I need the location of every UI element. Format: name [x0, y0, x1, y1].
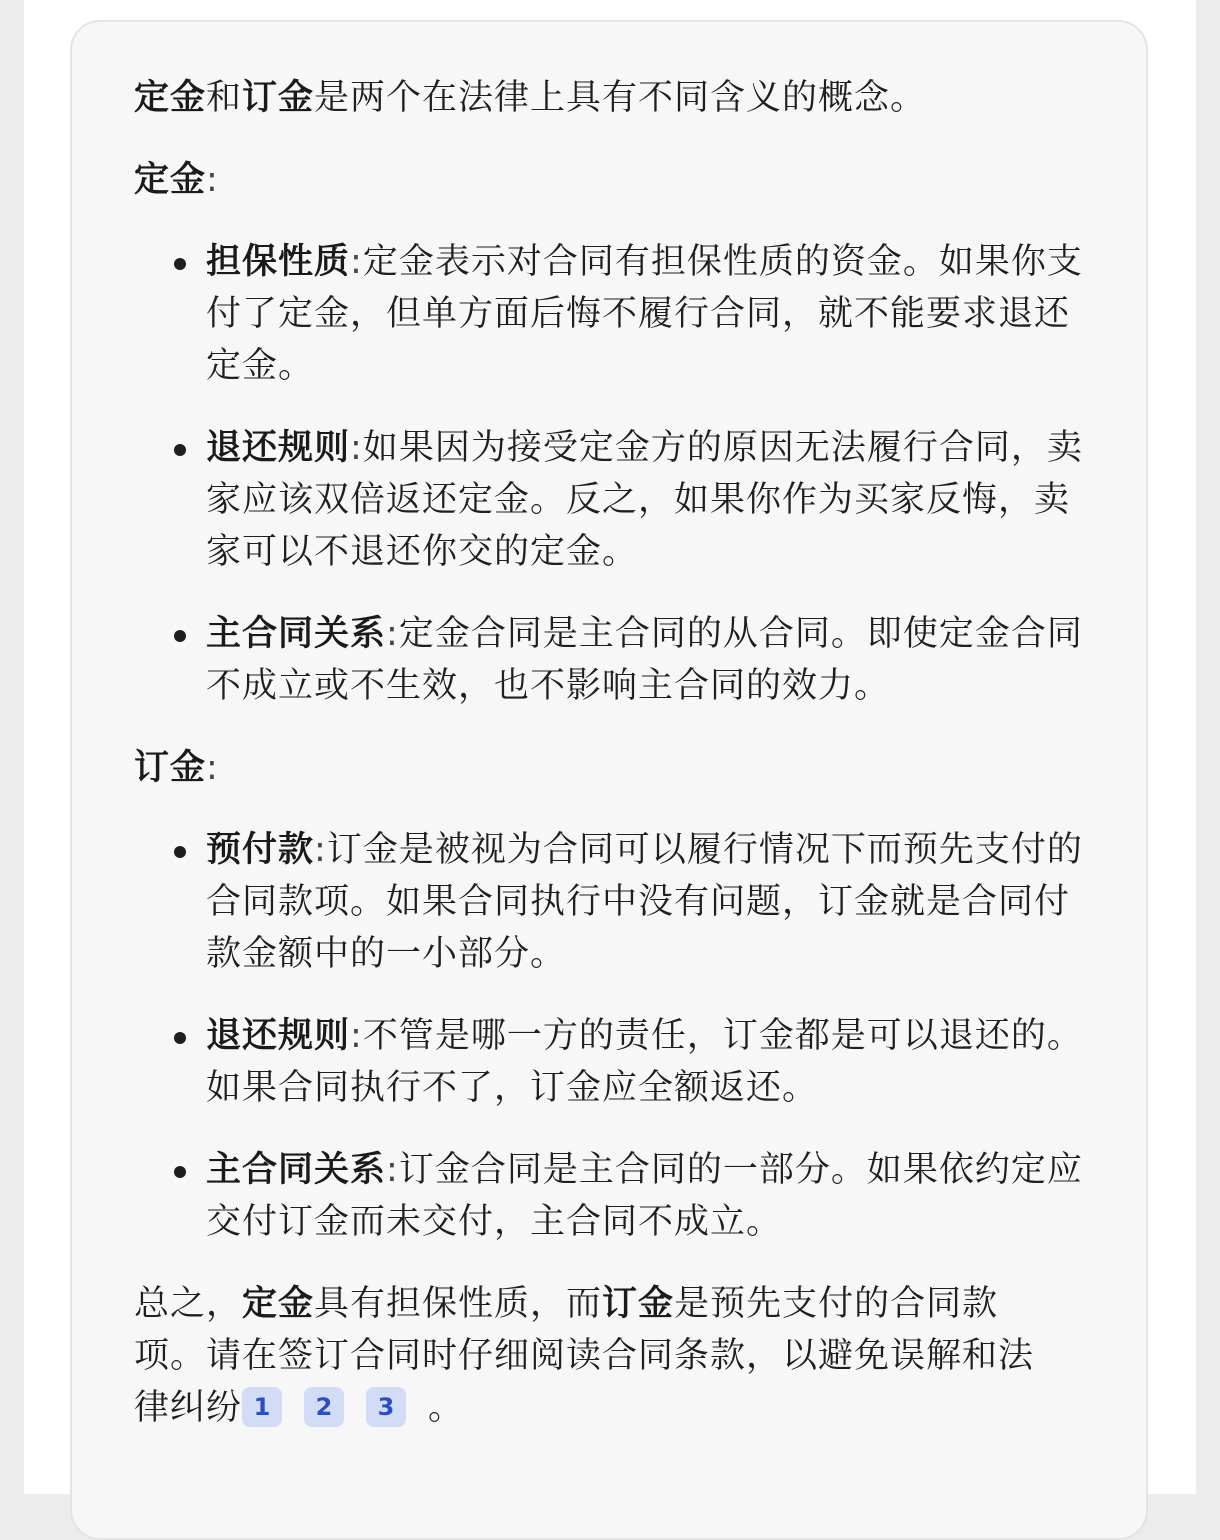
list-item-title: 主合同关系 — [206, 1150, 387, 1190]
prepayment-heading — [134, 742, 1094, 794]
summary-mid1: 具有担保性质，而 — [314, 1284, 603, 1324]
list-item-colon: : — [314, 830, 327, 870]
summary-paragraph — [134, 1278, 1064, 1434]
bullet-dot — [174, 1166, 186, 1178]
list-item-colon: : — [386, 614, 399, 654]
list-item — [134, 824, 1088, 980]
list-item — [134, 236, 1088, 392]
summary-lead: 总之， — [134, 1284, 243, 1324]
prepayment-heading-colon: : — [206, 748, 219, 788]
bullet-dot — [174, 630, 186, 642]
list-item-title: 主合同关系 — [206, 614, 387, 654]
bullet-dot — [174, 1032, 186, 1044]
citation-badge-2[interactable]: 2 — [304, 1387, 344, 1427]
intro-term-deposit: 定金 — [134, 78, 207, 118]
deposit-list — [134, 236, 1094, 712]
summary-mid2: 是预先支付的合同款项。请在签订合同时仔细阅读合同条款，以避免误解和法律纠纷 — [134, 1284, 1035, 1428]
list-item — [134, 422, 1088, 578]
list-item-title: 担保性质 — [206, 242, 351, 282]
list-item-title: 预付款 — [206, 830, 315, 870]
intro-term-prepayment: 订金 — [242, 78, 315, 118]
deposit-heading-colon: : — [206, 160, 219, 200]
list-item-text: 如果因为接受定金方的原因无法履行合同，卖家应该双倍返还定金。反之，如果你作为买家反悔，卖家可以不退还你交的定金。 — [206, 428, 1083, 572]
deposit-heading — [134, 154, 1094, 206]
bullet-dot — [174, 846, 186, 858]
deposit-heading-label: 定金 — [134, 160, 207, 200]
list-item-colon: : — [350, 242, 363, 282]
list-item-text: 订金合同是主合同的一部分。如果依约定应交付订金而未交付，主合同不成立。 — [206, 1150, 1083, 1242]
list-item-text: 订金是被视为合同可以履行情况下而预先支付的合同款项。如果合同执行中没有问题，订金就是合同付款金额中的一小部分。 — [206, 830, 1083, 974]
summary-term-deposit: 定金 — [242, 1284, 315, 1324]
summary-term-prepayment: 订金 — [602, 1284, 675, 1324]
list-item-text: 不管是哪一方的责任，订金都是可以退还的。如果合同执行不了，订金应全额返还。 — [206, 1016, 1083, 1108]
bullet-dot — [174, 258, 186, 270]
response-card — [70, 20, 1148, 1540]
intro-join: 和 — [206, 78, 243, 118]
list-item-title: 退还规则 — [206, 428, 351, 468]
list-item — [134, 1144, 1088, 1248]
list-item-title: 退还规则 — [206, 1016, 351, 1056]
summary-end: 。 — [428, 1388, 465, 1428]
page-background — [24, 0, 1196, 1494]
list-item-colon: : — [350, 428, 363, 468]
bullet-dot — [174, 444, 186, 456]
list-item-colon: : — [386, 1150, 399, 1190]
list-item-text: 定金表示对合同有担保性质的资金。如果你支付了定金，但单方面后悔不履行合同，就不能要求退还定金。 — [206, 242, 1083, 386]
prepayment-heading-label: 订金 — [134, 748, 207, 788]
response-content — [134, 72, 1094, 1434]
list-item — [134, 1010, 1088, 1114]
list-item-colon: : — [350, 1016, 363, 1056]
citation-badge-3[interactable]: 3 — [366, 1387, 406, 1427]
list-item — [134, 608, 1088, 712]
citation-badge-1[interactable]: 1 — [242, 1387, 282, 1427]
intro-paragraph — [134, 72, 1094, 124]
intro-rest: 是两个在法律上具有不同含义的概念。 — [314, 78, 927, 118]
list-item-text: 定金合同是主合同的从合同。即使定金合同不成立或不生效，也不影响主合同的效力。 — [206, 614, 1083, 706]
prepayment-list — [134, 824, 1094, 1248]
